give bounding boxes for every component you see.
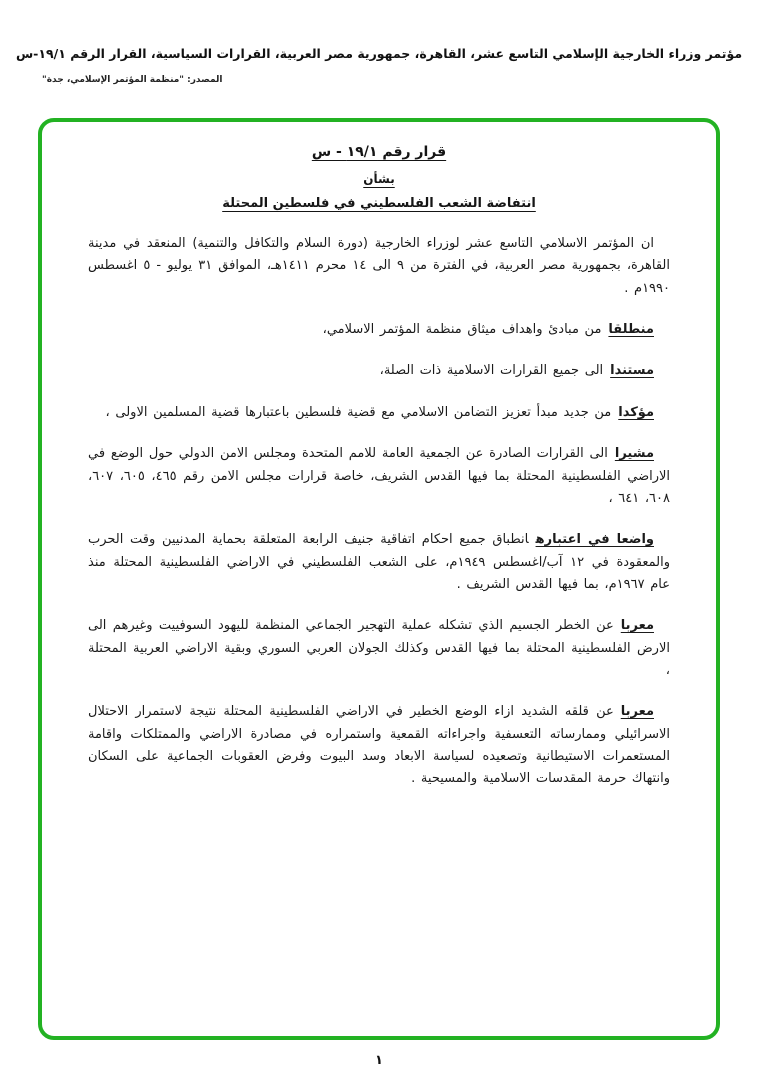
paragraph-lead-word: منطلقا xyxy=(608,322,654,338)
resolution-subject-title: انتفاضة الشعب الفلسطيني في فلسطين المحتلة xyxy=(222,196,536,211)
document-paragraph xyxy=(88,443,670,510)
document-border-frame xyxy=(38,118,720,1040)
paragraph-text: من جديد مبدأ تعزيز التضامن الاسلامي مع قضية فلسطين باعتبارها قضية المسلمين الاولى ، xyxy=(105,404,612,420)
document-paragraph xyxy=(88,701,670,790)
document-citation-line: مؤتمر وزراء الخارجية الإسلامي التاسع عشر، القاهرة، جمهورية مصر العربية، القرارات السياسية، القرار الرقم ١٩/١-س xyxy=(15,46,743,61)
document-paragraph xyxy=(88,402,670,424)
document-paragraph xyxy=(88,615,670,682)
paragraph-lead-word: مؤكدا xyxy=(618,404,654,420)
page-number: ١ xyxy=(375,1053,383,1068)
paragraph-lead-word: مستندا xyxy=(610,363,654,379)
document-paragraph xyxy=(88,319,670,341)
paragraph-text: عن قلقه الشديد ازاء الوضع الخطير في الاراضي الفلسطينية المحتلة نتيجة لاستمرار الاحتلال الاسرائيلي وممارساته التعسفية واجراءاته القمعية واستمراره في مصادرة الاراضي والممتلكات واقامة المستعمرات الاستيطانية وتصعيده لسياسة الابعاد وسد البيوت وفرض العقوبات الجماعية على السكان وانتهاك حرمة المقدسات الاسلامية والمسيحية . xyxy=(88,704,670,787)
paragraph-text: الى القرارات الصادرة عن الجمعية العامة للامم المتحدة ومجلس الامن الدولي حول الوضع في الاراضي الفلسطينية المحتلة بما فيها القدس الشريف، خاصة قرارات مجلس الامن رقم ٤٦٥، ٦٠٥، ٦٠٧، ٦٠٨، ٦٤١ ، xyxy=(88,446,671,506)
document-paragraph xyxy=(88,529,670,596)
paragraph-text: الى جميع القرارات الاسلامية ذات الصلة، xyxy=(379,363,604,379)
paragraph-lead-word: مشيرا xyxy=(614,446,654,462)
document-paragraph xyxy=(88,360,670,382)
paragraph-text: من مبادئ واهداف ميثاق منظمة المؤتمر الاسلامي، xyxy=(322,322,602,338)
document-source-line: المصدر: "منظمة المؤتمر الإسلامي، جدة" xyxy=(42,75,223,85)
regarding-label: بشأن xyxy=(363,172,395,186)
paragraph-text: عن الخطر الجسيم الذي تشكله عملية التهجير الجماعي المنظمة لليهود السوفييت وغيرهم الى الارض الفلسطينية المحتلة بما فيها القدس وكذلك الجولان العربي السوري وبقية الاراضي العربية المحتلة ، xyxy=(88,618,670,679)
paragraph-lead-word: واضعا في اعتباره xyxy=(535,532,654,548)
paragraph-lead-word: معربا xyxy=(620,618,654,634)
resolution-number-title: قرار رقم ١٩/١ - س xyxy=(311,144,447,160)
document-header xyxy=(12,46,746,85)
paragraph-text: انطباق جميع احكام اتفاقية جنيف الرابعة المتعلقة بحماية المدنيين وقت الحرب والمعقودة في ١٢ آب/اغسطس ١٩٤٩م، على الشعب الفلسطيني في الاراضي الفلسطينية المحتلة منذ عام ١٩٦٧م، بما فيها القدس الشريف . xyxy=(88,532,670,592)
paragraph-text: ان المؤتمر الاسلامي التاسع عشر لوزراء الخارجية (دورة السلام والتكافل والتنمية) المنعقد في مدينة القاهرة، بجمهورية مصر العربية، في الفترة من ٩ الى ١٤ محرم ١٤١١هـ، الموافق ٣١ يوليو - ٥ اغسطس ١٩٩٠م . xyxy=(88,236,670,296)
document-paragraph-preamble xyxy=(88,233,670,300)
paragraph-lead-word: معربا xyxy=(620,704,654,720)
